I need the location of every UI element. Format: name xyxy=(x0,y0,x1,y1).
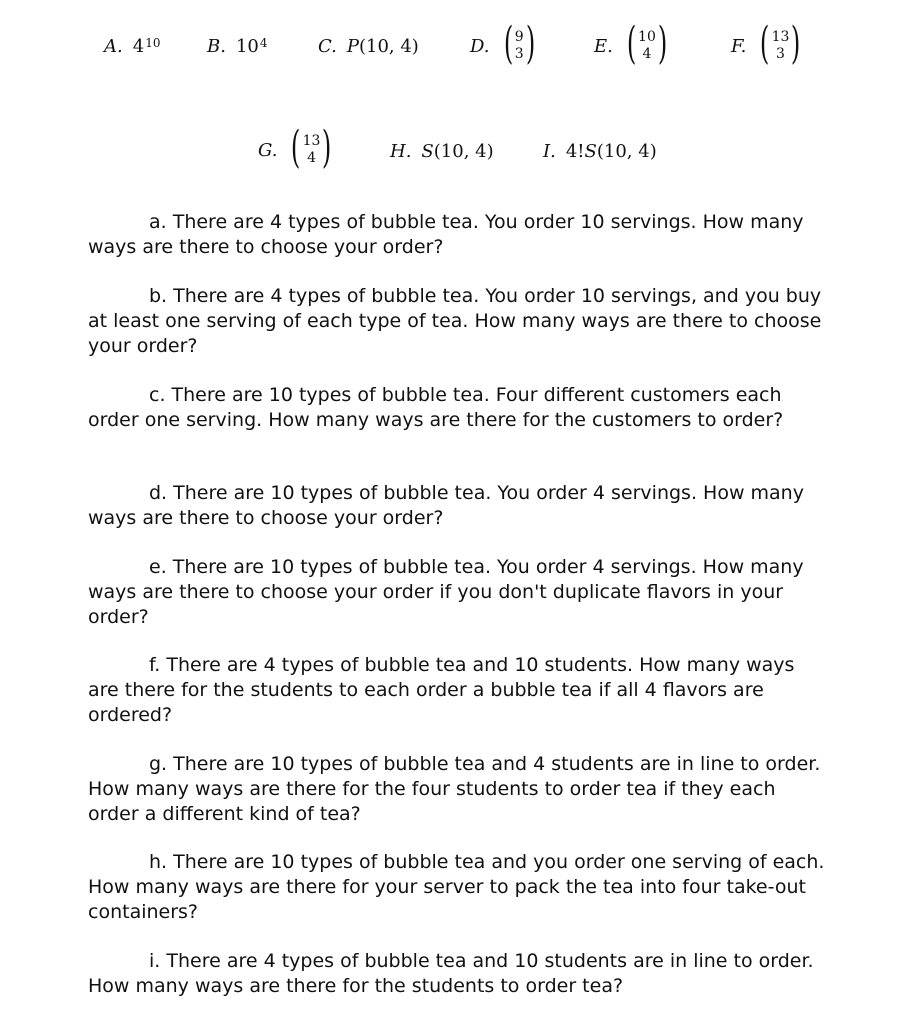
option-label: B. xyxy=(207,36,226,57)
binomial-top: 13 xyxy=(302,133,321,149)
power-exponent: 10 xyxy=(145,35,161,50)
right-paren: ) xyxy=(657,18,668,69)
binomial-top: 9 xyxy=(514,29,524,45)
option-c xyxy=(318,36,419,57)
right-paren: ) xyxy=(525,18,535,69)
power-base: 4 xyxy=(132,36,145,57)
left-paren: ( xyxy=(503,18,513,69)
option-label: C. xyxy=(318,36,337,57)
function-name: S xyxy=(584,141,597,162)
question-a: a. There are 4 types of bubble tea. You order 10 servings. How many ways are there to choose your order? xyxy=(88,211,804,258)
question-h: h. There are 10 types of bubble tea and you order one serving of each. How many ways are there for your server to pack the tea into four take-out containers? xyxy=(88,851,825,923)
binomial-bottom: 3 xyxy=(776,46,785,62)
factorial-prefix: 4! xyxy=(565,141,585,162)
binomial xyxy=(756,18,804,69)
function-name: P xyxy=(346,36,359,57)
option-label: H. xyxy=(390,141,412,162)
option-label: E. xyxy=(594,35,613,57)
binomial xyxy=(287,122,335,173)
option-label: A. xyxy=(104,36,123,57)
power-base: 10 xyxy=(235,36,259,57)
option-i xyxy=(543,141,657,162)
binomial-top: 10 xyxy=(638,29,656,45)
question-c: c. There are 10 types of bubble tea. Four different customers each order one serving. How many ways are there for the customers to order? xyxy=(88,384,784,431)
binomial-top: 13 xyxy=(771,29,790,45)
option-label: I. xyxy=(543,141,556,162)
question-e: e. There are 10 types of bubble tea. You order 4 servings. How many ways are there to choose your order if you don't duplicate flavors in your order? xyxy=(88,556,804,628)
option-f xyxy=(731,18,805,69)
left-paren: ( xyxy=(291,122,301,173)
binomial-bottom: 4 xyxy=(307,150,317,166)
power-exponent: 4 xyxy=(259,35,268,50)
function-args: (10, 4) xyxy=(433,141,494,162)
function-args: (10, 4) xyxy=(358,36,419,57)
binomial xyxy=(500,18,539,69)
function-name: S xyxy=(421,141,434,162)
question-g: g. There are 10 types of bubble tea and 4 students are in line to order. How many ways are there for the four students to order tea if they each order a different kind of tea? xyxy=(88,753,821,825)
binomial-bottom: 4 xyxy=(642,46,652,62)
left-paren: ( xyxy=(626,18,637,69)
left-paren: ( xyxy=(760,18,770,69)
option-d xyxy=(470,18,539,69)
option-label: F. xyxy=(731,35,747,57)
question-b: b. There are 4 types of bubble tea. You order 10 servings, and you buy at least one serving of each type of tea. How many ways are there to choose your order? xyxy=(88,285,822,357)
option-e xyxy=(594,18,671,69)
question-i: i. There are 4 types of bubble tea and 10 students are in line to order. How many ways are there for the students to order tea? xyxy=(88,950,814,997)
option-h xyxy=(390,141,494,162)
binomial-bottom: 3 xyxy=(514,46,524,62)
option-a xyxy=(104,36,160,57)
option-g xyxy=(258,122,336,173)
option-b xyxy=(207,36,268,57)
binomial xyxy=(623,18,671,69)
option-label: D. xyxy=(470,35,490,57)
question-f: f. There are 4 types of bubble tea and 10 students. How many ways are there for the students to each order a bubble tea if all 4 flavors are ordered? xyxy=(88,654,795,726)
right-paren: ) xyxy=(791,18,801,69)
option-label: G. xyxy=(258,139,278,161)
question-d: d. There are 10 types of bubble tea. You order 4 servings. How many ways are there to choose your order? xyxy=(88,482,804,529)
function-args: (10, 4) xyxy=(596,141,657,162)
right-paren: ) xyxy=(322,122,332,173)
